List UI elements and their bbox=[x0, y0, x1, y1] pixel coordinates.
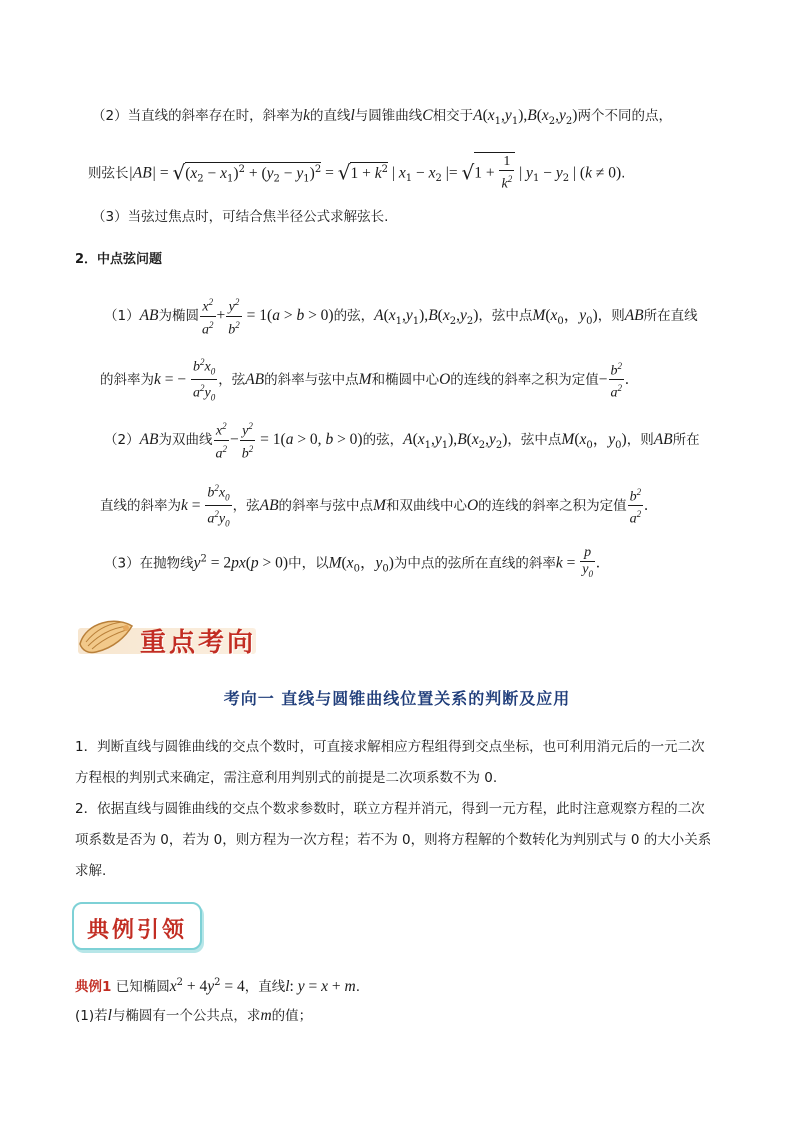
point-line: 1．判断直线与圆锥曲线的交点个数时，可直接求解相应方程组得到交点坐标，也可利用消元后的一元二次 bbox=[75, 739, 705, 755]
section-title: 考向一 直线与圆锥曲线位置关系的判断及应用 bbox=[223, 689, 571, 708]
item2-line1: （2）当直线的斜率存在时，斜率为k的直线l与圆锥曲线C相交于$A(x_1,y_1),B(x_2,y_2)$两个不同的点， bbox=[92, 107, 672, 127]
seashell-icon bbox=[76, 614, 136, 656]
example-1-question-1: (1)若l与椭圆有一个公共点，求m的值； bbox=[75, 1007, 313, 1024]
point-line: 方程根的判别式来确定，需注意利用判别式的前提是二次项系数不为 0. bbox=[75, 770, 498, 786]
example-label: 典例1 bbox=[75, 979, 112, 995]
hyperbola-item-line1: （2）AB为双曲线 $\frac{x^2}{a^2}$ − $\frac{y^2}{b^2}$ = 1(a > 0, b > 0)的弦，$A(x_1,y_1),B(x_2,y_2)$，弦中点$M(x_0$，$y_0$)，则AB所在 bbox=[104, 418, 700, 462]
ellipse-item-line2: 的斜率为k = − $\frac{b^2x_0}{a^2y_0}$ ，弦AB的斜率与弦中点M和椭圆中心O的连线的斜率之积为定值− $\frac{b^2}{a^2}$ . bbox=[100, 354, 629, 406]
typical-examples-badge bbox=[72, 902, 202, 950]
item3: （3）当弦过焦点时，可结合焦半径公式求解弦长. bbox=[92, 209, 389, 225]
banner-title: 重点考向 bbox=[140, 628, 257, 658]
hyperbola-item-line2: 直线的斜率为k = $\frac{b^2x_0}{a^2y_0}$ ，弦AB的斜率与弦中点M和双曲线中心O的连线的斜率之积为定值 $\frac{b^2}{a^2}$ . bbox=[100, 480, 648, 532]
parabola-item: （3）在抛物线$y^2 = 2px(p > 0)$中，以$M(x_0$，$y_0$)为中点的弦所在直线的斜率k = $\frac{p}{y_0}$ . bbox=[104, 545, 600, 579]
chord-length-formula: 则弦长$|AB| = √(x_2 - x_1)^2 + (y_2 - y_1)^2 = √1 + k^2$ | $x_1 - x_2$ |= √1 + $\frac{1}{k^2}$ | $y_1 - y_2$ | (k ≠ 0). bbox=[88, 154, 626, 192]
example-1-statement: 典例1 已知椭圆$x^2 + 4y^2 = 4$，直线l: y = x + m. bbox=[75, 977, 361, 995]
point-line: 求解. bbox=[75, 863, 107, 879]
key-directions-banner bbox=[72, 612, 262, 658]
section-heading-midpoint-chord: 2．中点弦问题 bbox=[75, 252, 163, 267]
ellipse-item-line1: （1）AB为椭圆 $\frac{x^2}{a^2}$ + $\frac{y^2}{b^2}$ = 1(a > b > 0)的弦，$A(x_1,y_1),B(x_2,y_2)$，弦中点$M(x_0$，$y_0$)，则AB所在直线 bbox=[104, 294, 698, 338]
point-line: 项系数是否为 0，若为 0，则方程为一次方程；若不为 0，则将方程解的个数转化为判别式与 0 的大小关系 bbox=[75, 832, 712, 848]
point-line: 2．依据直线与圆锥曲线的交点个数求参数时，联立方程并消元，得到一元方程，此时注意观察方程的二次 bbox=[75, 801, 705, 817]
badge-title: 典例引领 bbox=[86, 918, 187, 943]
